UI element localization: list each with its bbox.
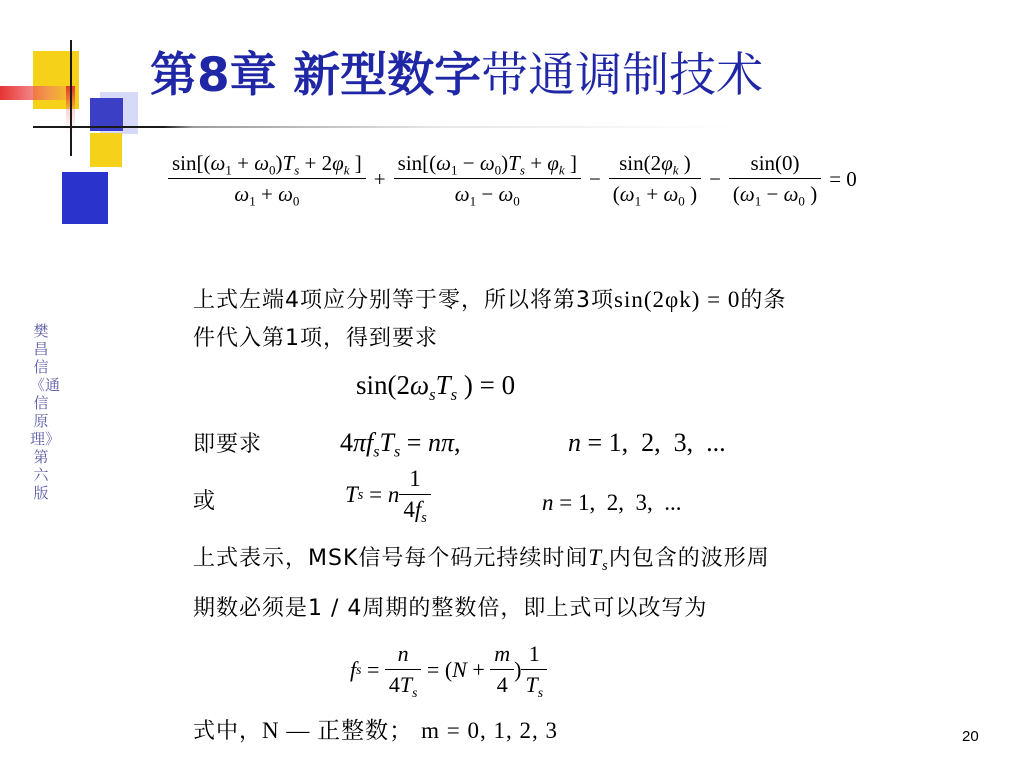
para-line-5-c: 内包含的波形周 [608,546,770,571]
para-line-7-a: 式中， [193,719,263,744]
slide-title [150,46,763,106]
para-line-1-text: 上式左端4项应分别等于零，所以将第3项 [193,288,614,313]
para-line-1-tail: 的条 [740,288,787,313]
para-line-6: 期数必须是1 / 4周期的整数倍，即上式可以改写为 [193,596,708,621]
para-line-1 [193,285,786,316]
eq1-term2: $\frac{\sin[(\omega_1 - \omega_0)T_s + \varphi_k ]}{\omega_1 - \omega_0}$ [394,150,581,207]
decor-yellow-square-small [90,133,122,167]
para-line-1-math: sin(2φk) = 0 [614,287,741,312]
para-line-7-c: m = 0, 1, 2, 3 [421,718,559,743]
equation-main: $\frac{\sin[(\omega_1 + \omega_0)T_s + 2\varphi_k ]}{\omega_1 + \omega_0}$ + $\frac{\sin[(\omega_1 - \omega_0)T_s + \varphi_k ]}{\omega_1 - \omega_0}$ − $\frac{\sin(2\varphi_k )}{(\omega_1 + \omega_0 )}$ − $\frac{\sin(0)}{(\omega_1 - \omega_0 )}$ = 0 [168,150,859,207]
para-line-5-ts: $T_s$ [588,545,609,574]
para-line-7 [193,716,558,747]
title-underline [33,126,1024,128]
eq1-term1: $\frac{\sin[(\omega_1 + \omega_0)T_s + 2\varphi_k ]}{\omega_1 + \omega_0}$ [168,150,366,207]
title-part-light: 带通调制技术 [481,48,764,103]
decor-blue-square [62,172,108,224]
decor-vertical-line [70,40,72,156]
equation-sin-zero: $\sin(2\omega_sT_s$ ) = 0 [356,370,516,404]
para-line-5 [193,543,770,574]
page-number: 20 [962,728,979,745]
title-part-bold: 第8章 新型数字 [150,48,482,103]
eq1-term3: $\frac{\sin(2\varphi_k )}{(\omega_1 + \omega_0 )}$ [609,150,701,207]
equation-fs: f s = $\frac{n}{4T_s}$ = ( N + $\frac{m}{4}$ ) $\frac{1}{T_s}$ [350,641,547,698]
equation-ts-n: n = 1, 2, 3, ... [542,490,682,515]
para-line-2: 件代入第1项，得到要求 [193,326,438,351]
side-book-label: 樊昌信《通信原理》第六版 [30,322,61,502]
label-or: 或 [193,489,217,514]
equation-requirement: $4\pi f_sT_s = n\pi$, [340,428,461,461]
label-requirement: 即要求 [193,432,263,457]
eq1-term4: $\frac{\sin(0)}{(\omega_1 - \omega_0 )}$ [729,150,821,207]
equation-ts: T s = n $\frac{1}{4f_s}$ [345,466,431,523]
para-line-7-b: N — 正整数； [262,718,414,743]
equation-requirement-n: n = 1, 2, 3, ... [568,428,726,457]
para-line-5-a: 上式表示，MSK信号每个码元持续时间 [193,546,589,571]
